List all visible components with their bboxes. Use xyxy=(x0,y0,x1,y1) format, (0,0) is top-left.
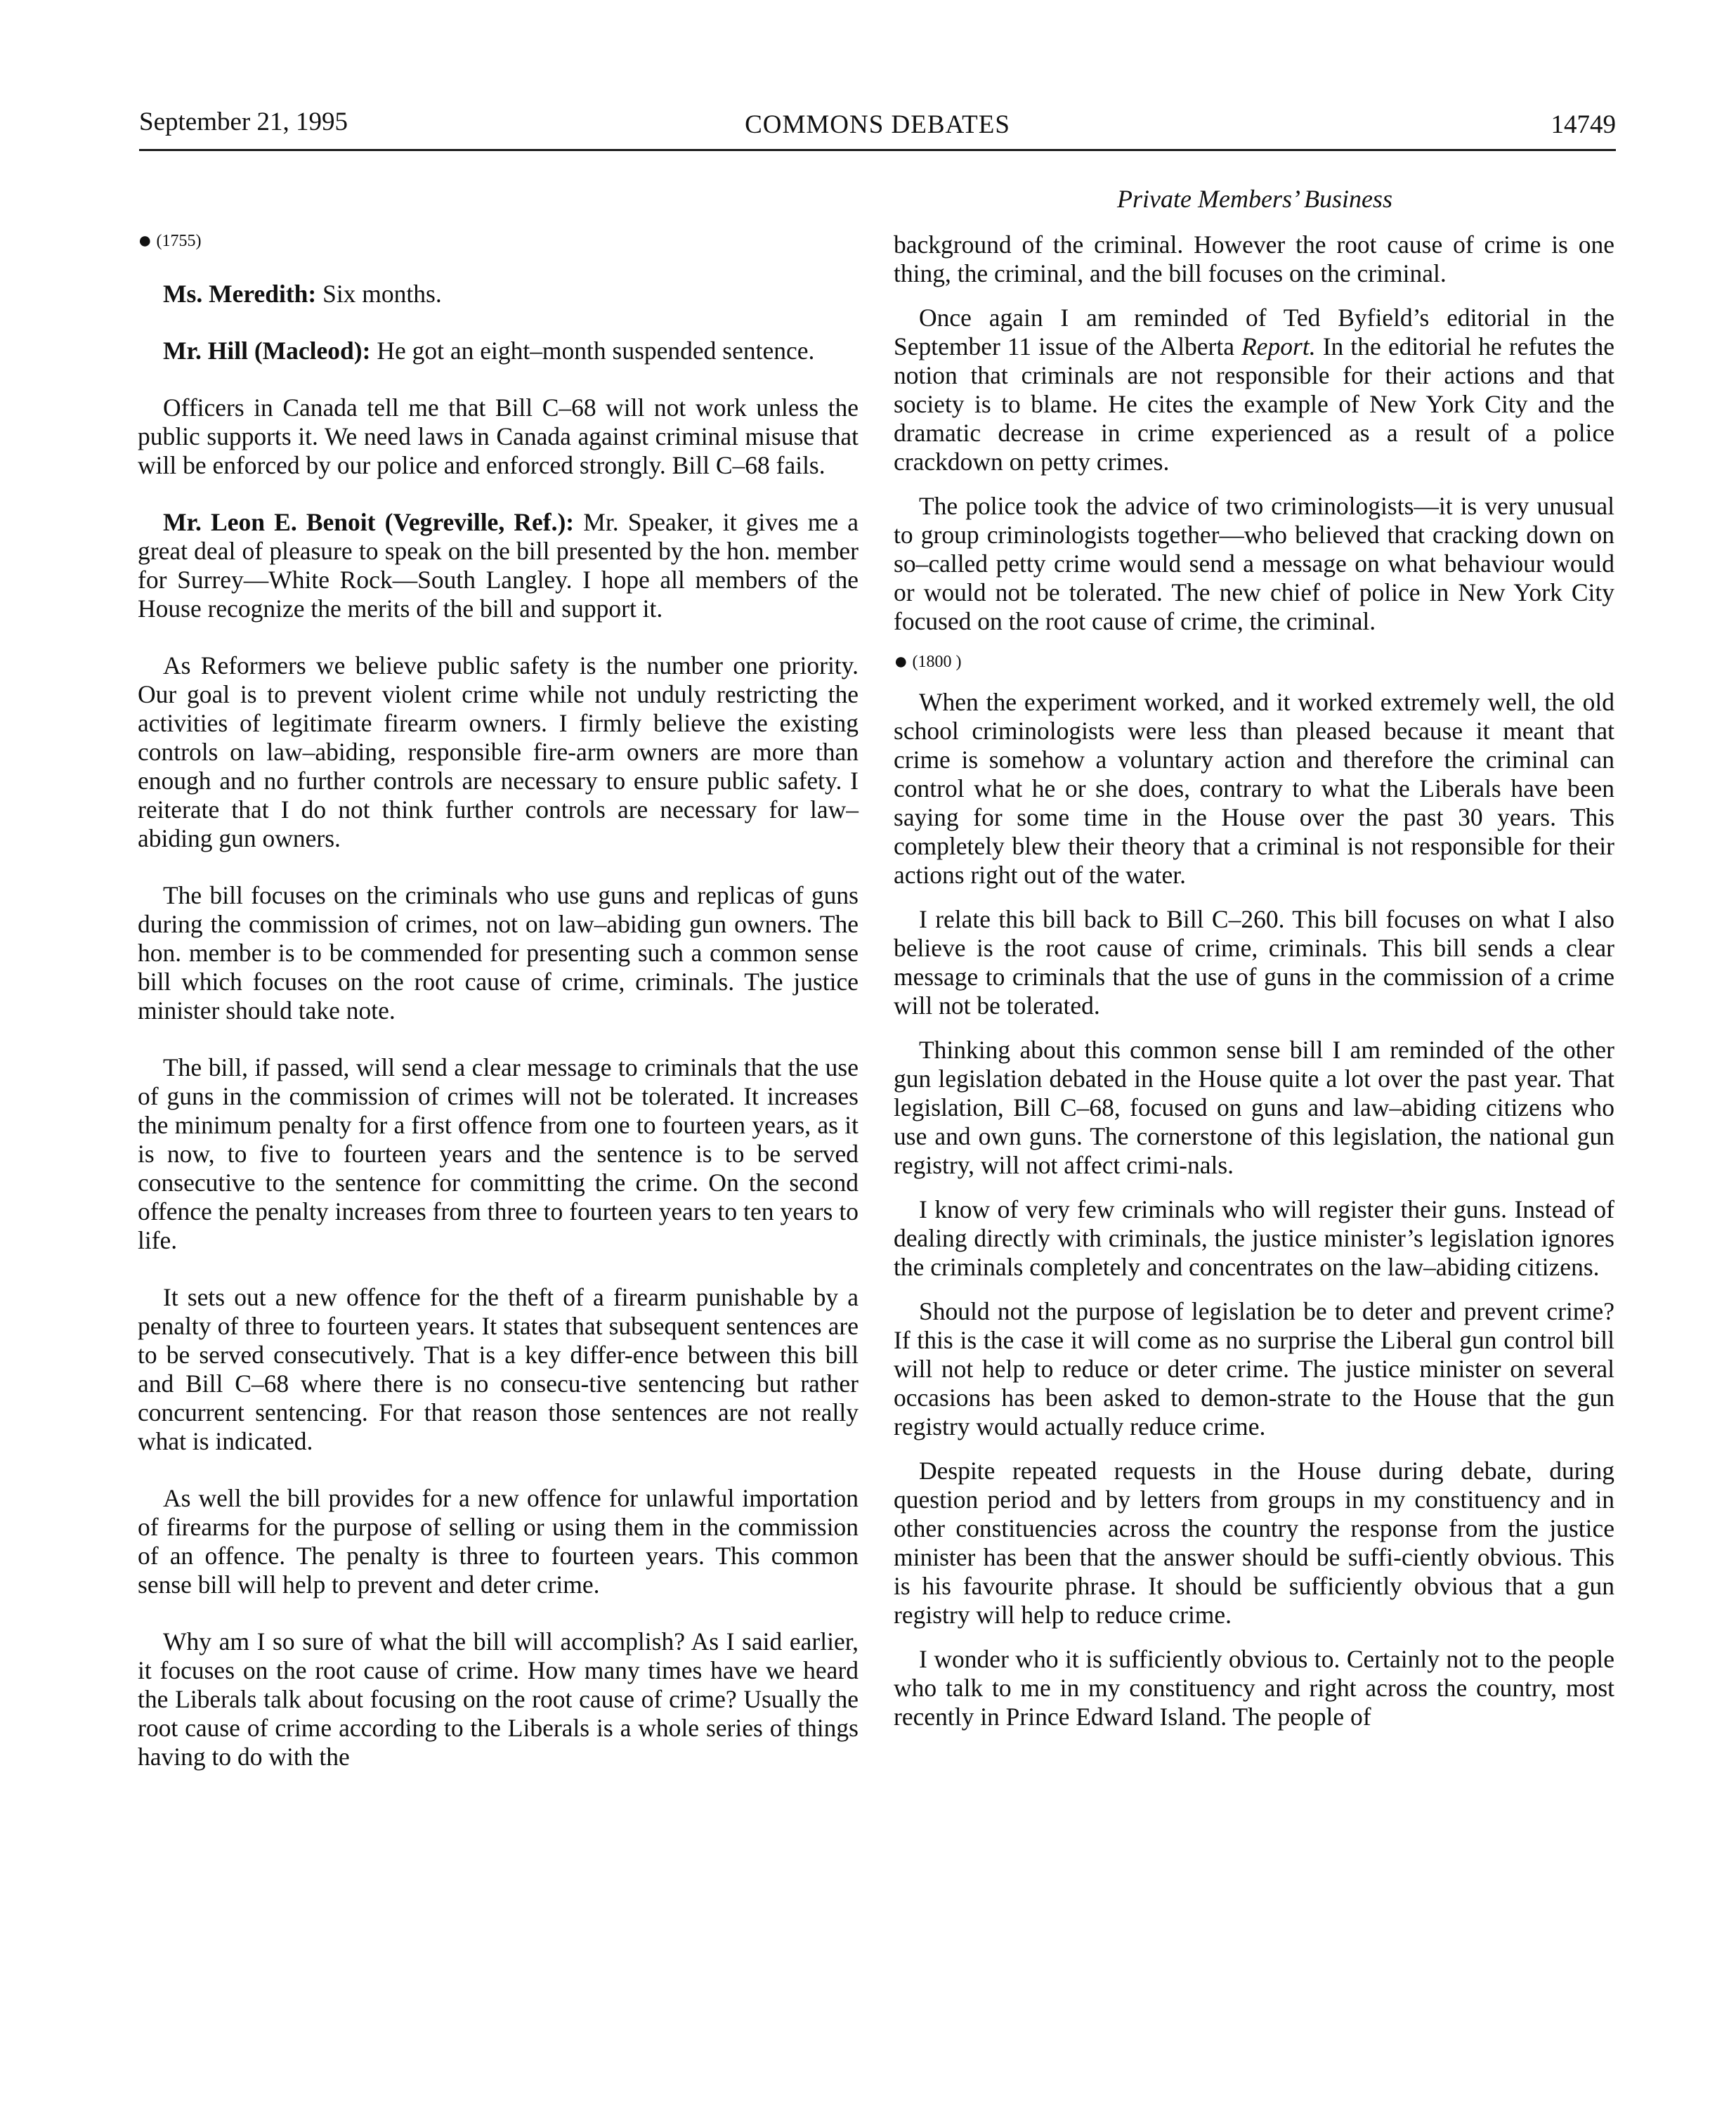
body-paragraph: The bill focuses on the criminals who use guns and replicas of guns during the commission of crimes, not on law–abiding gun owners. The hon. member is to be commended for presenting such a common sense bill which focuses on the root cause of crime, criminals. The justice minister should take note. xyxy=(138,881,859,1025)
body-paragraph: background of the criminal. However the root cause of crime is one thing, the criminal, and the bill focuses on the criminal. xyxy=(894,230,1614,287)
paragraph-text: In the editorial he refutes the notion that criminals are not responsible for their actions and that society is to blame. He cites the example of New York City and the dramatic decrease in crime experienced as a result of a police crackdown on petty crimes. xyxy=(894,332,1614,476)
body-paragraph: The police took the advice of two criminologists—it is very unusual to group criminologists together—who believed that cracking down on so–called petty crime would send a message on what behaviour would or would not be tolerated. The new chief of police in New York City focused on the root cause of crime, the criminal. xyxy=(894,492,1614,635)
body-paragraph: I know of very few criminals who will register their guns. Instead of dealing directly with criminals, the justice minister’s legislation ignores the criminals completely and concentrates on the law–abiding citizens. xyxy=(894,1195,1614,1281)
speech-paragraph xyxy=(138,508,859,623)
section-label: Private Members’ Business xyxy=(1117,185,1392,213)
speaker-name: Mr. Leon E. Benoit (Vegreville, Ref.): xyxy=(163,508,575,536)
body-paragraph: Why am I so sure of what the bill will accomplish? As I said earlier, it focuses on the root cause of crime. How many times have we heard the Liberals talk about focusing on the root cause of crime? Usually the root cause of crime according to the Liberals is a whole series of things having to do with the xyxy=(138,1627,859,1771)
speech-paragraph xyxy=(138,280,859,308)
left-column xyxy=(138,230,859,1771)
page-header xyxy=(139,107,1616,151)
speech-text: Mr. Speaker, it gives me a great deal of pleasure to speak on the bill presented by the hon. member for Surrey—White Rock—South Langley. I hope all members of the House recognize the merits of the bill and support it. xyxy=(138,508,859,623)
body-paragraph: Thinking about this common sense bill I am reminded of the other gun legislation debated in the House quite a lot over the past year. That legislation, Bill C–68, focused on guns and law–abiding citizens who use and own guns. The cornerstone of this legislation, the national gun registry, will not affect crimi-nals. xyxy=(894,1036,1614,1179)
body-paragraph: I relate this bill back to Bill C–260. This bill focuses on what I also believe is the root cause of crime, criminals. This bill sends a clear message to criminals that the use of guns in the commission of a crime will not be tolerated. xyxy=(894,905,1614,1020)
speech-paragraph xyxy=(138,337,859,365)
body-paragraph: It sets out a new offence for the theft of a firearm punishable by a penalty of three to fourteen years. It states that subsequent sentences are to be served consecutively. That is a key differ-ence between this bill and Bill C–68 where there is no consecu-tive sentencing but rather concurrent sentencing. For that reason those sentences are not really what is indicated. xyxy=(138,1283,859,1455)
header-publication-title: COMMONS DEBATES xyxy=(745,110,1010,139)
header-page-number: 14749 xyxy=(1551,110,1616,139)
paragraph-text: Once again I am reminded of Ted Byfield’s editorial in the September 11 issue of the Alberta xyxy=(894,304,1614,360)
timestamp-text: (1800 ) xyxy=(912,653,962,671)
body-paragraph: Despite repeated requests in the House during debate, during question period and by letters from groups in my constituency and in other constituencies across the country the response from the justice minister has been that the answer should be suffi-ciently obvious. This is his favourite phrase. It should be sufficiently obvious that a gun registry will help to reduce crime. xyxy=(894,1457,1614,1629)
body-paragraph xyxy=(894,304,1614,476)
bullet-icon: ● xyxy=(138,228,152,254)
timestamp-marker xyxy=(894,649,1614,675)
header-date: September 21, 1995 xyxy=(139,108,348,136)
body-paragraph: When the experiment worked, and it worked extremely well, the old school criminologists were less than pleased because it meant that crime is somehow a voluntary action and therefore the criminal can control what he or she does, contrary to what the Liberals have been saying for some time in the House over the past 30 years. This completely blew their theory that a criminal is not responsible for their actions right out of the water. xyxy=(894,688,1614,889)
speech-text: He got an eight–month suspended sentence. xyxy=(370,337,815,365)
publication-name: Report. xyxy=(1241,332,1316,360)
body-paragraph: The bill, if passed, will send a clear message to criminals that the use of guns in the commission of crimes will not be tolerated. It increases the minimum penalty for a first offence from one to fourteen years, as it is now, to five to fourteen years and the sentence is to be served consecutive to the sentence for committing the crime. On the second offence the penalty increases from three to fourteen years to ten years to life. xyxy=(138,1053,859,1254)
speech-text: Six months. xyxy=(316,280,442,308)
bullet-icon: ● xyxy=(894,649,908,675)
speaker-name: Ms. Meredith: xyxy=(163,280,317,308)
body-paragraph: Should not the purpose of legislation be to deter and prevent crime? If this is the case it will come as no surprise the Liberal gun control bill will not help to reduce or deter crime. The justice minister on several occasions has been asked to demon-strate to the House that the gun registry would actually reduce crime. xyxy=(894,1297,1614,1440)
timestamp-marker xyxy=(138,230,859,252)
body-paragraph: I wonder who it is sufficiently obvious to. Certainly not to the people who talk to me in my constituency and right across the country, most recently in Prince Edward Island. The people of xyxy=(894,1645,1614,1731)
body-paragraph: Officers in Canada tell me that Bill C–68 will not work unless the public supports it. We need laws in Canada against criminal misuse that will be enforced by our police and enforced strongly. Bill C–68 fails. xyxy=(138,393,859,479)
body-paragraph: As well the bill provides for a new offence for unlawful importation of firearms for the purpose of selling or using them in the commission of an offence. The penalty is three to fourteen years. This common sense bill will help to prevent and deter crime. xyxy=(138,1484,859,1599)
right-column xyxy=(894,230,1614,1731)
body-paragraph: As Reformers we believe public safety is the number one priority. Our goal is to prevent violent crime while not unduly restricting the activities of legitimate firearm owners. I firmly believe the existing controls on law–abiding, responsible fire-arm owners are more than enough and no further controls are necessary to ensure public safety. I reiterate that I do not think further controls are necessary for law–abiding gun owners. xyxy=(138,651,859,852)
timestamp-text: (1755) xyxy=(156,232,202,250)
speaker-name: Mr. Hill (Macleod): xyxy=(163,337,371,365)
